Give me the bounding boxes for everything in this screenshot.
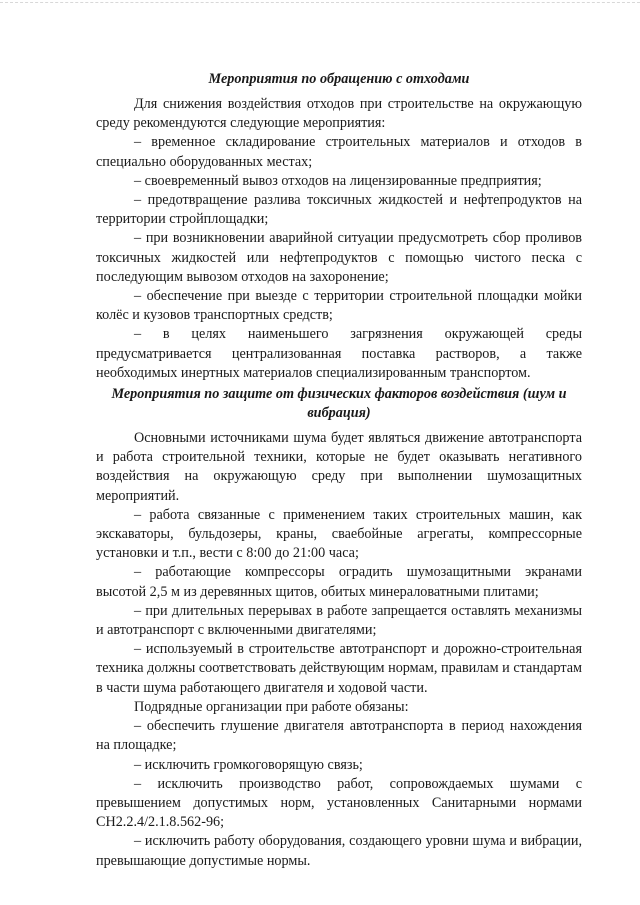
contractors-intro: Подрядные организации при работе обязаны: <box>134 698 409 715</box>
waste-measure-6: – в целях наименьшего загрязнения окружающей среды предусматривается централизованная поставка растворов, а также необходимых инертных материалов специализированным транспортом. <box>96 326 582 381</box>
section-waste-intro: Для снижения воздействия отходов при строительстве на окружающую среду рекомендуются следующие мероприятия: <box>96 96 582 132</box>
document-page <box>96 70 582 871</box>
section-heading-waste: Мероприятия по обращению с отходами <box>208 71 470 87</box>
section-heading-noise: Мероприятия по защите от физических факторов воздействия (шум и вибрация) <box>111 386 567 422</box>
waste-measure-3: – предотвращение разлива токсичных жидкостей и нефтепродуктов на территории стройплощадки; <box>96 192 582 228</box>
waste-measure-4: – при возникновении аварийной ситуации предусмотреть сбор проливов токсичных жидкостей или нефтепродуктов с помощью чистого песка с последующим вывозом отходов на захоронение; <box>96 230 582 285</box>
noise-measure-3: – при длительных перерывах в работе запрещается оставлять механизмы и автотранспорт с включенными двигателями; <box>96 602 582 639</box>
section-noise-intro: Основными источниками шума будет являться движение автотранспорта и работа строительной техники, которые не будет оказывать негативного воздействия на окружающую среду при выполнении шумозащитных мероприятий. <box>96 430 582 504</box>
contractor-obligation-3: – исключить производство работ, сопровождаемых шумами с превышением допустимых норм, установленных Санитарными нормами СН2.2.4/2.1.8.562-96; <box>96 775 582 831</box>
contractor-obligation-1: – обеспечить глушение двигателя автотранспорта в период нахождения на площадке; <box>96 718 582 754</box>
waste-measure-2: – своевременный вывоз отходов на лицензированные предприятия; <box>134 172 542 189</box>
noise-measure-1: – работа связанные с применением таких строительных машин, как экскаваторы, бульдозеры, краны, сваебойные агрегаты, компрессорные установки и т.п., вести с 8:00 до 21:00 часа; <box>96 506 582 562</box>
top-edge-rule <box>0 2 640 3</box>
waste-measure-1: – временное складирование строительных материалов и отходов в специально оборудованных местах; <box>96 134 582 170</box>
noise-measure-2: – работающие компрессоры оградить шумозащитными экранами высотой 2,5 м из деревянных щитов, обитых минераловатными плитами; <box>96 564 582 600</box>
contractor-obligation-2: – исключить громкоговорящую связь; <box>134 756 363 773</box>
contractor-obligation-4: – исключить работу оборудования, создающего уровни шума и вибрации, превышающие допустимые нормы. <box>96 833 582 869</box>
waste-measure-5: – обеспечение при выезде с территории строительной площадки мойки колёс и кузовов транспортных средств; <box>96 288 582 324</box>
noise-measure-4: – используемый в строительстве автотранспорт и дорожно-строительная техника должны соответствовать действующим нормам, правилам и стандартам в части шума работающего двигателя и ходовой части. <box>96 641 582 696</box>
